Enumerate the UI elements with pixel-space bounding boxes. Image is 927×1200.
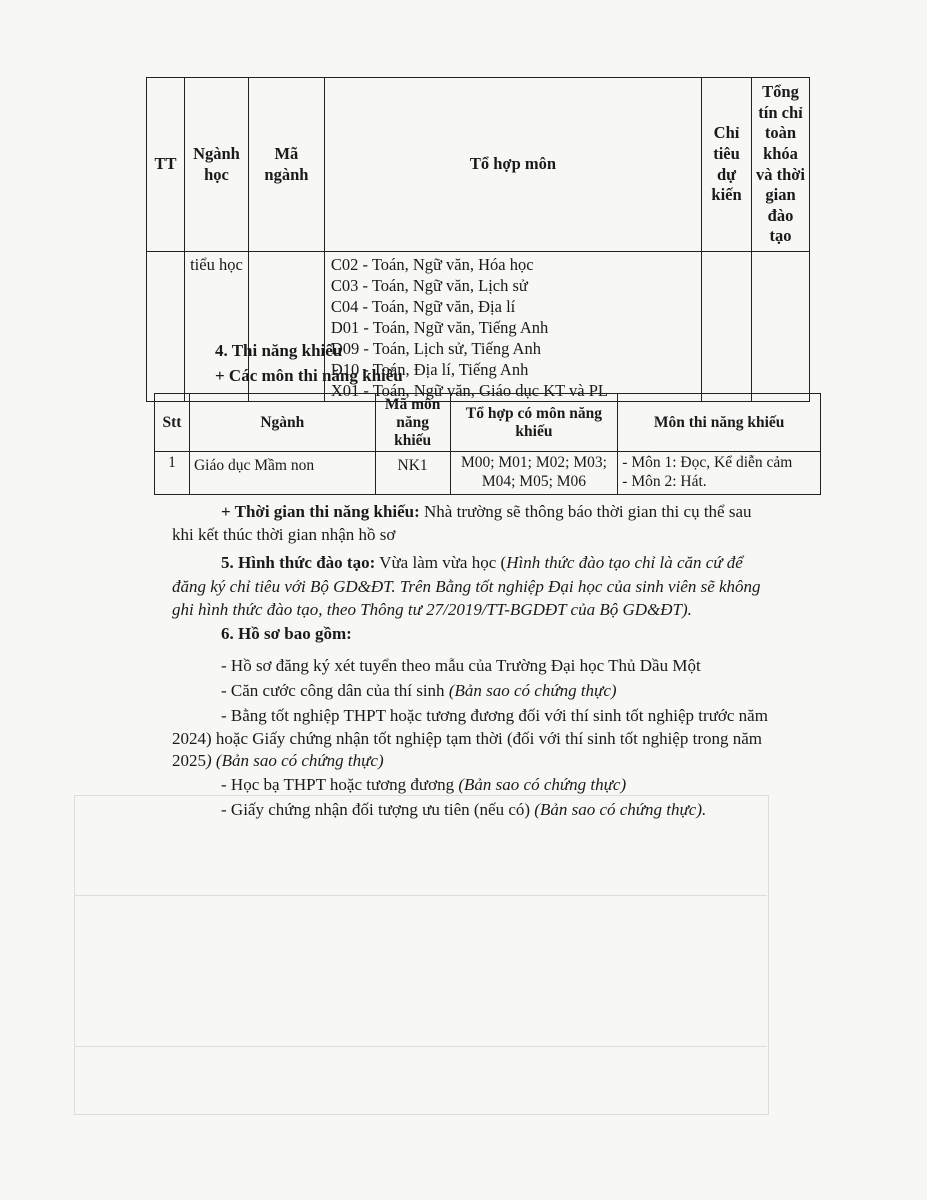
thoi-gian-text: Nhà trường sẽ thông báo thời gian thi cụ thể sau [419,502,752,521]
section-5-line-3: ghi hình thức đào tạo, theo Thông tư 27/2019/TT-BGDĐT của Bộ GD&ĐT). [172,600,692,619]
table-header-row [155,394,821,452]
ho-so-item-1: - Hồ sơ đăng ký xét tuyển theo mẫu của Trường Đại học Thủ Dầu Một [221,656,701,675]
header-chi-tieu: Chỉ tiêu dự kiến [702,78,752,252]
cell-nganh: Giáo dục Mầm non [189,452,375,494]
header-to-hop-mon: Tổ hợp môn [324,78,701,252]
section-5-line-2: đăng ký chỉ tiêu với Bộ GD&ĐT. Trên Bằng tốt nghiệp Đại học của sinh viên sẽ không [172,577,761,596]
thoi-gian-label: + Thời gian thi năng khiếu: [221,502,420,521]
ho-so-item-3-line-1: - Bằng tốt nghiệp THPT hoặc tương đương đối với thí sinh tốt nghiệp trước năm [221,706,768,725]
section-6-title: 6. Hồ sơ bao gồm: [221,624,352,643]
section-4-subtitle: + Các môn thi năng khiếu [215,366,403,385]
header-nganh: Ngành [189,394,375,452]
section-5-italic-1: Hình thức đào tạo chỉ là căn cứ để [506,553,743,572]
header-tt: TT [147,78,185,252]
ho-so-item-3-year: 2025 [172,751,206,770]
cell-ma-mon: NK1 [375,452,450,494]
to-hop-item: C04 - Toán, Ngữ văn, Địa lí [330,297,516,316]
table-row [155,452,821,494]
ho-so-item-3-note: ) (Bản sao có chứng thực) [206,751,384,770]
cell-to-hop: M00; M01; M02; M03; M04; M05; M06 [450,452,618,494]
ho-so-item-4 [221,774,626,796]
header-stt: Stt [155,394,190,452]
header-nganh-hoc: Ngành học [184,78,248,252]
cell-tong-tin-chi [752,252,810,402]
to-hop-item: D01 - Toán, Ngữ văn, Tiếng Anh [330,318,549,337]
ho-so-item-4-note: (Bản sao có chứng thực) [458,775,627,794]
cell-mon-thi [618,452,821,494]
ho-so-item-4-text: - Học bạ THPT hoặc tương đương [221,775,459,794]
header-ma-mon: Mã môn năng khiếu [375,394,450,452]
ho-so-item-3-line-3 [172,750,384,772]
ho-so-item-5 [221,799,706,821]
section-5-label: 5. Hình thức đào tạo: [221,553,376,572]
header-to-hop: Tổ hợp có môn năng khiếu [450,394,618,452]
ho-so-item-3-line-2: 2024) hoặc Giấy chứng nhận tốt nghiệp tạm thời (đối với thí sinh tốt nghiệp trong năm [172,729,762,748]
ho-so-item-2-text: - Căn cước công dân của thí sinh [221,681,449,700]
bleed-through-table-rule [74,895,767,1047]
ho-so-item-5-text: - Giấy chứng nhận đối tượng ưu tiên (nếu có) [221,800,535,819]
header-mon-thi: Môn thi năng khiếu [618,394,821,452]
table-header-row [147,78,810,252]
cell-stt: 1 [155,452,190,494]
aptitude-test-table [154,393,821,495]
cell-nganh: tiểu học [184,252,248,402]
cell-tt [147,252,185,402]
to-hop-item: D10 - Toán, Địa lí, Tiếng Anh [330,360,529,379]
to-hop-item: C03 - Toán, Ngữ văn, Lịch sử [330,276,528,295]
ho-so-item-5-note: (Bản sao có chứng thực). [534,800,707,819]
thoi-gian-thi-line-1 [221,501,752,523]
to-hop-item: X01 - Toán, Ngữ văn, Giáo dục KT và PL [330,381,608,400]
section-5-line-1 [221,552,743,574]
cell-chi-tieu [702,252,752,402]
to-hop-item: D09 - Toán, Lịch sử, Tiếng Anh [330,339,541,358]
ho-so-item-2 [221,680,617,702]
mon-thi-2: - Môn 2: Hát. [622,473,707,491]
ho-so-item-2-note: (Bản sao có chứng thực) [448,681,617,700]
section-5-text: Vừa làm vừa học ( [375,553,507,572]
header-tong-tin-chi: Tổng tín chỉ toàn khóa và thời gian đào tạo [752,78,810,252]
header-ma-nganh: Mã ngành [248,78,324,252]
section-4-title: 4. Thi năng khiếu [215,341,343,360]
mon-thi-1: - Môn 1: Đọc, Kể diễn cảm [622,454,793,472]
thoi-gian-thi-line-2: khi kết thúc thời gian nhận hồ sơ [172,525,396,544]
to-hop-item: C02 - Toán, Ngữ văn, Hóa học [330,255,534,274]
